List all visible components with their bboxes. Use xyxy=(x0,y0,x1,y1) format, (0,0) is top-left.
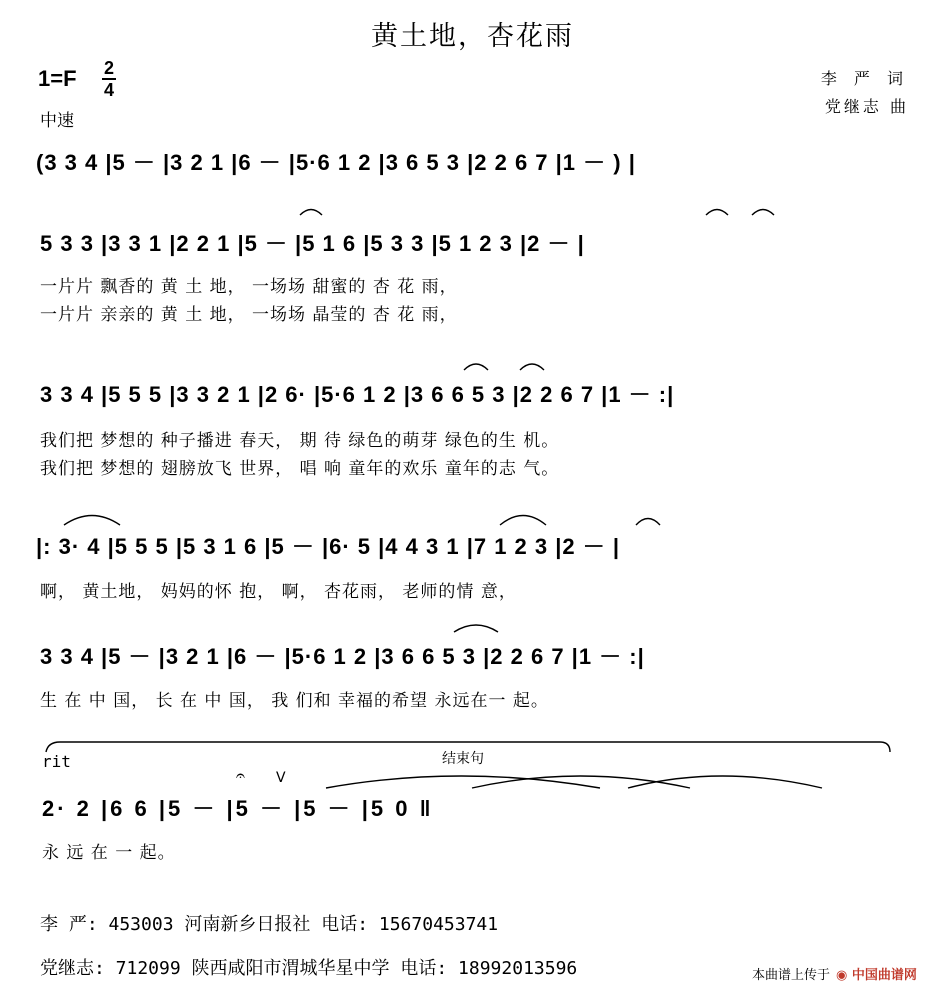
fermata-icon: 𝄐 xyxy=(236,766,245,785)
lyric-row-6: 永 远 在 一 起。 xyxy=(42,843,176,863)
upload-note: 本曲谱上传于 xyxy=(752,968,831,983)
notation-row-2: 5 3 3 |3 3 1 |2 2 1 |5 － |5 1 6 |5 3 3 |5 1 2 3 |2 － | xyxy=(40,231,585,256)
notation-row-1: (3 3 4 |5 － |3 2 1 |6 － |5·6 1 2 |3 6 5 3 |2 2 6 7 |1 － ) | xyxy=(36,150,636,175)
footer-line-1: 李 严: 453003 河南新乡日报社 电话: 15670453741 xyxy=(40,914,499,935)
composer-credit: 党继志 曲 xyxy=(824,97,909,116)
slur-7 xyxy=(500,516,546,526)
notation-row-3: 3 3 4 |5 5 5 |3 3 2 1 |2 6· |5·6 1 2 |3 6 6 5 3 |2 2 6 7 |1 － :| xyxy=(40,382,675,407)
meter-bottom: 4 xyxy=(103,80,114,100)
rit-marking: rit xyxy=(42,752,71,771)
lyric-row-4: 啊， 黄土地， 妈妈的怀 抱， 啊， 杏花雨， 老师的情 意， xyxy=(40,582,517,602)
logo-icon: ◉ xyxy=(836,968,848,983)
lyric-row-2-verse-1: 一片片 飘香的 黄 土 地， 一场场 甜蜜的 杏 花 雨， xyxy=(40,277,458,297)
coda-bracket xyxy=(46,742,890,752)
slur-9 xyxy=(454,625,498,632)
key-signature: 1=F xyxy=(38,66,77,91)
meter-top: 2 xyxy=(103,58,114,78)
slur-3 xyxy=(752,210,774,216)
breath-mark: V xyxy=(276,770,286,786)
notation-row-4: |: 3· 4 |5 5 5 |5 3 1 6 |5 － |6· 5 |4 4 3 1 |7 1 2 3 |2 － | xyxy=(36,534,621,559)
page-title: 黄土地，杏花雨 xyxy=(371,21,574,52)
lyric-row-3-verse-1: 我们把 梦想的 种子播进 春天， 期 待 绿色的萌芽 绿色的生 机。 xyxy=(40,431,560,451)
slur-1 xyxy=(300,210,322,216)
site-logo-text: 中国曲谱网 xyxy=(851,968,917,983)
slur-8 xyxy=(636,519,660,526)
slur-2 xyxy=(706,210,728,216)
tempo-marking: 中速 xyxy=(40,111,74,131)
lyricist-credit: 李 严 词 xyxy=(820,69,909,88)
coda-label: 结束句 xyxy=(442,751,484,767)
lyric-row-2-verse-2: 一片片 亲亲的 黄 土 地， 一场场 晶莹的 杏 花 雨， xyxy=(40,305,458,325)
notation-row-5: 3 3 4 |5 － |3 2 1 |6 － |5·6 1 2 |3 6 6 5 3 |2 2 6 7 |1 － :| xyxy=(40,644,645,669)
footer-line-2: 党继志: 712099 陕西咸阳市渭城华星中学 电话: 18992013596 xyxy=(40,958,578,979)
lyric-row-5: 生 在 中 国， 长 在 中 国， 我 们和 幸福的希望 永远在一 起。 xyxy=(40,691,549,711)
slur-4 xyxy=(464,364,488,370)
slur-5 xyxy=(520,364,544,370)
tie-3 xyxy=(628,776,822,788)
lyric-row-3-verse-2: 我们把 梦想的 翅膀放飞 世界， 唱 响 童年的欢乐 童年的志 气。 xyxy=(40,459,560,479)
slur-6 xyxy=(64,516,120,526)
notation-row-6: 2· 2 |6 6 |5 － |5 － |5 － |5 0 ‖ xyxy=(42,796,434,821)
site-logo[interactable] xyxy=(836,964,917,983)
tie-1 xyxy=(326,776,600,788)
